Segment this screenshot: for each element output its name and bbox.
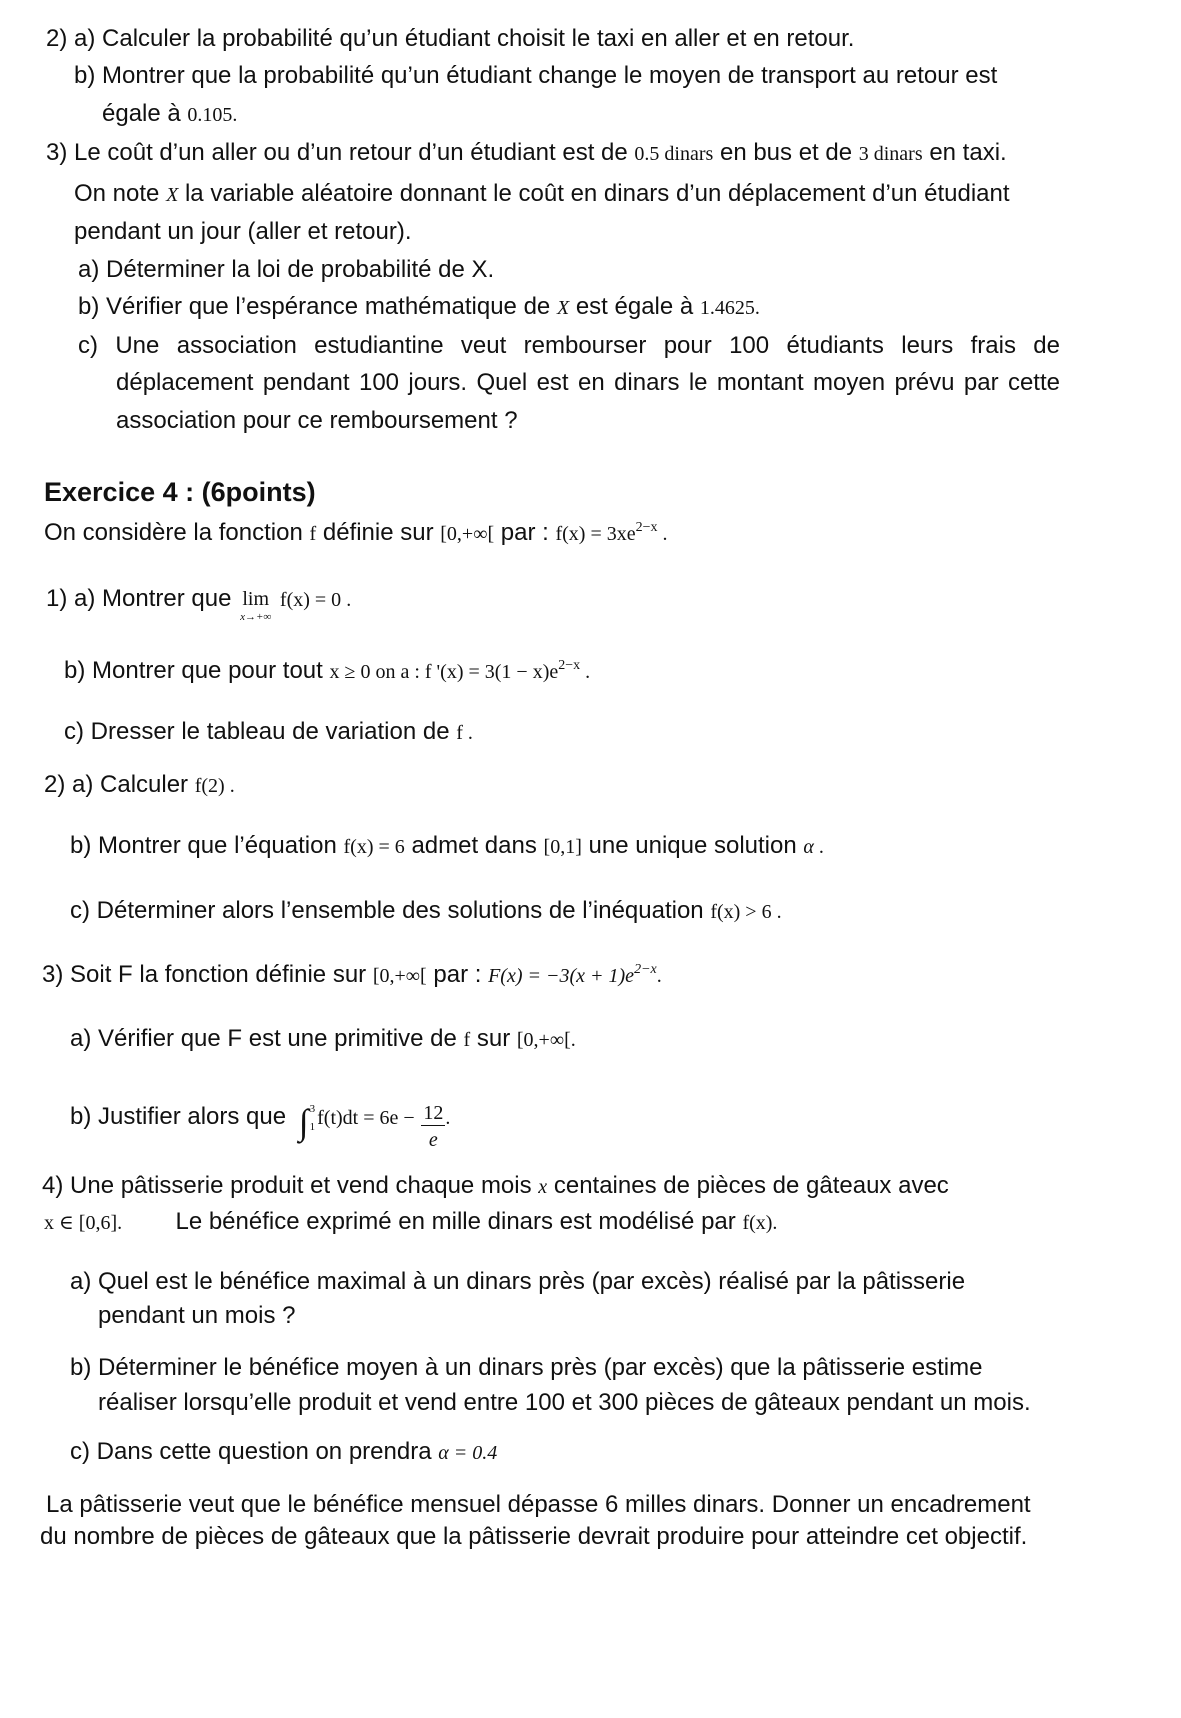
math-f: f [309, 523, 317, 545]
math-var: x [538, 1176, 548, 1198]
integral-bounds: 3 1 [309, 1103, 316, 1133]
math-derivative: x ≥ 0 on a : f '$(x) = 3(1 - x)e^{2-x}$ [329, 658, 581, 683]
math-fraction: $\frac{12}{e}$ [423, 1102, 444, 1151]
text: est égale à [575, 293, 694, 320]
math-domain: [0,+∞[ [516, 1029, 571, 1051]
text: égale à [102, 100, 181, 127]
ex3-q2a: 2) a) Calculer la probabilité qu’un étudiant choisit le taxi en aller et en retour. [46, 25, 855, 52]
text: définie sur [322, 519, 434, 546]
ex3-q2b-line1: b) Montrer que la probabilité qu’un étudiant change le moyen de transport au retour est [74, 62, 998, 89]
ex4-q4a-line2: pendant un mois ? [98, 1302, 296, 1329]
ex4-q4a-line1: a) Quel est le bénéfice maximal à un dinars près (par excès) réalisé par la pâtisserie [70, 1268, 966, 1295]
ex3-q3-line3: pendant un jour (aller et retour). [74, 218, 412, 245]
ex3-q3-line1 [46, 138, 1007, 169]
ex4-q3: 3) Soit F la fonction définie sur [0,+∞[ par : $F(x) = -3(x + 1)e^{2-x}$. [42, 961, 662, 988]
ex4-q1a: 1) a) Montrer que lim x→+∞ f(x) = 0 . [46, 585, 352, 623]
ex4-q4b-line2: réaliser lorsqu’elle produit et vend entre 100 et 300 pièces de gâteaux pendant un mois. [98, 1389, 1031, 1416]
ex4-title: Exercice 4 : (6points) [44, 477, 316, 507]
cost-bus: 0.5 dinars [634, 143, 714, 165]
math-eq: f(x) = 6 [343, 836, 405, 858]
ex4-q2b: b) Montrer que l’équation f(x) = 6 admet dans [0,1] une unique solution α . [70, 832, 824, 859]
text: Le bénéfice exprimé en mille dinars est modélisé par [175, 1208, 736, 1235]
text: une unique solution [588, 832, 797, 859]
math-def: $f(x) = 3xe^{2-x}$ [555, 520, 658, 545]
text: la variable aléatoire donnant le coût en dinars d’un déplacement d’un étudiant [184, 180, 1010, 207]
math-f: f [456, 722, 463, 744]
text: par : [433, 961, 482, 988]
ex4-q2c: c) Déterminer alors l’ensemble des solutions de l’inéquation f(x) > 6 . [70, 897, 782, 924]
text: en taxi. [929, 139, 1007, 166]
text: centaines de pièces de gâteaux avec [553, 1172, 949, 1199]
text: sur [476, 1025, 511, 1052]
cost-taxi: 3 dinars [858, 143, 923, 165]
ex4-q2a: 2) a) Calculer f(2) . [44, 771, 235, 798]
text: 3) Soit F la fonction définie sur [42, 961, 367, 988]
math-domain: x ∈ [0,6] [44, 1212, 118, 1234]
ex3-q3b: b) Vérifier que l’espérance mathématique de X est égale à 1.4625. [78, 293, 760, 320]
text: 2) a) Calculer [44, 771, 189, 798]
text: c) Dans cette question on prendra [70, 1438, 432, 1465]
text: a) Vérifier que F est une primitive de [70, 1025, 457, 1052]
ex4-q3a: a) Vérifier que F est une primitive de f sur [0,+∞[. [70, 1025, 576, 1052]
math-limit: lim x→+∞ [240, 588, 272, 623]
math-integral: f(t)dt = 6e − [317, 1107, 415, 1129]
text: b) Vérifier que l’espérance mathématique de [78, 293, 551, 320]
ex4-q3b: b) Justifier alors que ∫ 3 1 f(t)dt = 6e − $\frac{12}{e}$ . [70, 1102, 451, 1151]
math-alpha: α [803, 836, 814, 858]
math-value: 0.105 [187, 104, 233, 126]
ex4-q4c [70, 1437, 497, 1468]
ex4-q1c: c) Dresser le tableau de variation de f . [64, 718, 473, 745]
ex4-intro: On considère la fonction f définie sur [0,+∞[ par : $f(x) = 3xe^{2-x}$ . [44, 519, 668, 546]
math-interval: [0,1] [543, 836, 582, 858]
ex3-q3c-line1: c) Une association estudiantine veut rembourser pour 100 étudiants leurs frais de [78, 332, 1060, 359]
ex3-q3c-line3: association pour ce remboursement ? [116, 407, 518, 434]
ex4-final-line1: La pâtisserie veut que le bénéfice mensuel dépasse 6 milles dinars. Donner un encadrement [46, 1491, 1031, 1518]
math-alpha-value: α = 0.4 [438, 1442, 498, 1464]
text: en bus et de [719, 139, 853, 166]
text: c) Déterminer alors l’ensemble des solutions de l’inéquation [70, 897, 704, 924]
ex4-q1b: b) Montrer que pour tout x ≥ 0 on a : f '$(x) = 3(1 - x)e^{2-x}$ . [64, 657, 591, 684]
math-var: X [166, 184, 179, 206]
text: admet dans [411, 832, 537, 859]
math-domain: [0,+∞[ [440, 523, 495, 545]
math-f: f(x) [742, 1212, 773, 1234]
ex4-q4-line1 [42, 1171, 949, 1202]
math-primitive: $F(x) = -3(x + 1)e^{2-x}$ [488, 962, 657, 987]
text: b) Montrer que pour tout [64, 657, 323, 684]
math-ineq: f(x) > 6 [710, 901, 772, 923]
text: On considère la fonction [44, 519, 303, 546]
integral-sign: ∫ [298, 1102, 309, 1142]
math-domain: [0,+∞[ [372, 965, 427, 987]
ex3-q3-line2 [74, 179, 1010, 210]
text: par : [500, 519, 549, 546]
math-expr: f(2) [194, 775, 225, 797]
ex4-final-line2: du nombre de pièces de gâteaux que la pâtisserie devrait produire pour atteindre cet objectif. [40, 1523, 1028, 1550]
text: b) Justifier alors que [70, 1103, 287, 1130]
math-value: 1.4625 [699, 297, 755, 319]
text: 1) a) Montrer que [46, 585, 232, 612]
text: 4) Une pâtisserie produit et vend chaque mois [42, 1172, 532, 1199]
ex3-q3a: a) Déterminer la loi de probabilité de X. [78, 256, 495, 283]
text: On note [74, 180, 160, 207]
math-expr: f(x) = 0 [279, 589, 342, 611]
ex3-q2b-line2: égale à 0.105. [102, 100, 238, 127]
text: c) Dresser le tableau de variation de [64, 718, 450, 745]
text: 3) Le coût d’un aller ou d’un retour d’un étudiant est de [46, 139, 628, 166]
ex4-q4-line2: x ∈ [0,6]. Le bénéfice exprimé en mille dinars est modélisé par f(x). [44, 1208, 778, 1235]
text: b) Montrer que l’équation [70, 832, 337, 859]
math-f: f [463, 1029, 471, 1051]
ex4-q4b-line1: b) Déterminer le bénéfice moyen à un dinars près (par excès) que la pâtisserie estime [70, 1354, 983, 1381]
ex3-q3c-line2: déplacement pendant 100 jours. Quel est en dinars le montant moyen prévu par cette [116, 369, 1060, 396]
math-var: X [556, 297, 570, 319]
